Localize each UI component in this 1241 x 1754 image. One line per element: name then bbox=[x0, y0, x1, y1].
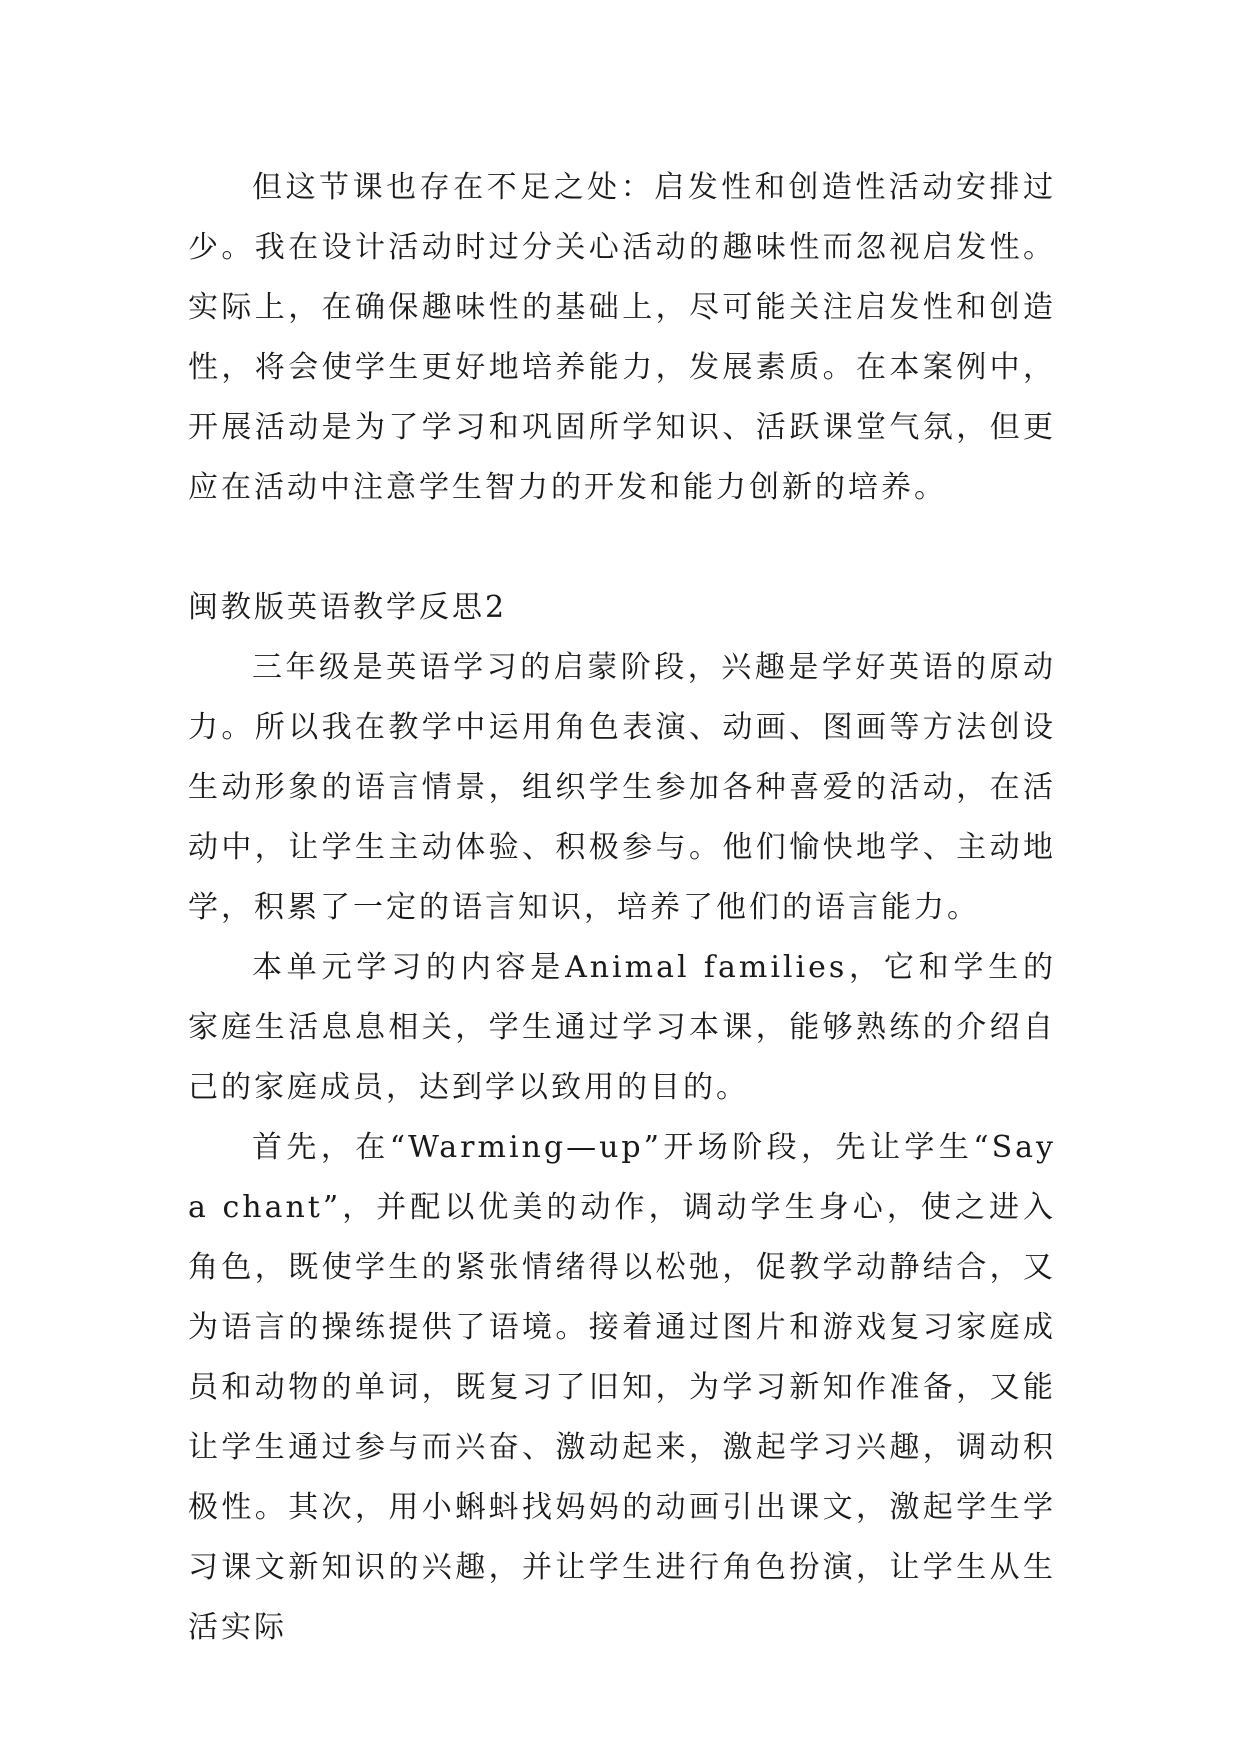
paragraph-unit-content: 本单元学习的内容是Animal families，它和学生的家庭生活息息相关，学生通过学习本课，能够熟练的介绍自己的家庭成员，达到学以致用的目的。 bbox=[188, 950, 1056, 1105]
paragraph-warming-up: 首先，在“Warming—up”开场阶段，先让学生“Say a chant”，并配以优美的动作，调动学生身心，使之进入角色，既使学生的紧张情绪得以松弛，促教学动静结合，又为语言的操练提供了语境。接着通过图片和游戏复习家庭成员和动物的单词，既复习了旧知，为学习新知作准备，又能让学生通过参与而兴奋、激动起来，激起学习兴趣，调动积极性。其次，用小蝌蚪找妈妈的动画引出课文，激起学生学习课文新知识的兴趣，并让学生进行角色扮演，让学生从生活实际 bbox=[188, 1130, 1056, 1645]
document-body bbox=[188, 158, 1056, 1658]
paragraph-reflection-shortcomings: 但这节课也存在不足之处：启发性和创造性活动安排过少。我在设计活动时过分关心活动的趣味性而忽视启发性。实际上，在确保趣味性的基础上，尽可能关注启发性和创造性，将会使学生更好地培养能力，发展素质。在本案例中，开展活动是为了学习和巩固所学知识、活跃课堂气氛，但更应在活动中注意学生智力的开发和能力创新的培养。 bbox=[188, 170, 1056, 505]
section-heading: 闽教版英语教学反思2 bbox=[188, 590, 508, 625]
paragraph-interest: 三年级是英语学习的启蒙阶段，兴趣是学好英语的原动力。所以我在教学中运用角色表演、动画、图画等方法创设生动形象的语言情景，组织学生参加各种喜爱的活动，在活动中，让学生主动体验、积极参与。他们愉快地学、主动地学，积累了一定的语言知识，培养了他们的语言能力。 bbox=[188, 650, 1056, 925]
